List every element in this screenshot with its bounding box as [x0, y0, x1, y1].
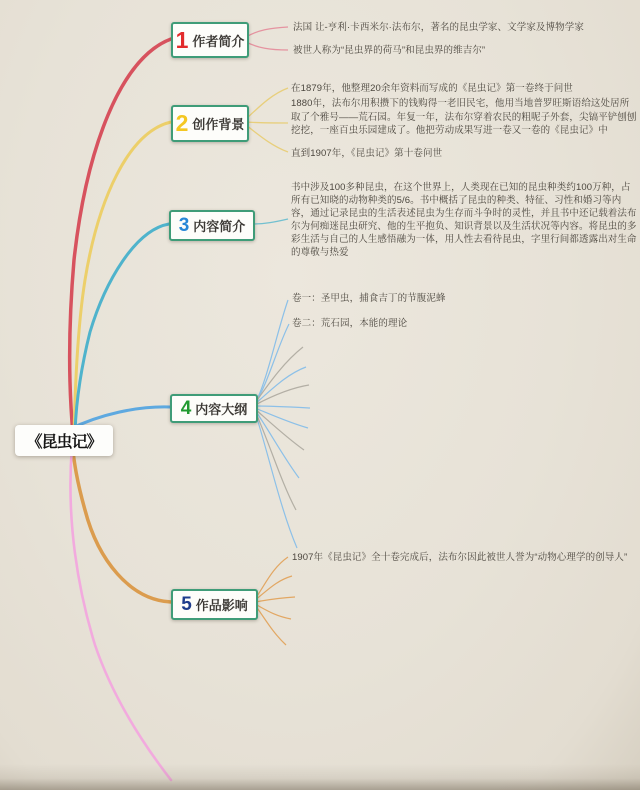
branch-label: 内容简介: [193, 219, 246, 234]
note-connector: [252, 219, 288, 224]
branch-line-1: [70, 39, 171, 434]
branch-line-5: [72, 444, 171, 602]
collapsed-branch-line[interactable]: [255, 411, 296, 510]
branch-node-work-influence[interactable]: [171, 589, 258, 620]
branch-number: 1: [175, 26, 189, 53]
collapsed-branch-line[interactable]: [255, 347, 303, 403]
note-text[interactable]: 1880年，法布尔用积攒下的钱购得一老旧民宅，他用当地普罗旺斯语给这处居所取了个雅号——荒石园。年复一年，法布尔穿着农民的粗呢子外套，尖镐平铲刨刨挖挖，一座百虫乐园建成了。他把劳动成果写进一卷又一卷的《昆虫记》中: [291, 98, 637, 136]
branch-node-content-outline[interactable]: [170, 394, 258, 423]
collapsed-branch-line[interactable]: [255, 597, 295, 602]
branch-node-creation-background[interactable]: [171, 105, 249, 142]
note-text[interactable]: 1907年《昆虫记》全十卷完成后，法布尔因此被世人誉为“动物心理学的创导人”: [292, 552, 628, 563]
branch-label: 内容大纲: [195, 402, 248, 417]
collapsed-branch-line[interactable]: [255, 576, 292, 600]
central-topic-node[interactable]: 《昆虫记》: [15, 425, 113, 456]
branch-number: 5: [181, 594, 192, 615]
note-connector: [255, 300, 288, 404]
note-connector: [255, 557, 288, 599]
collapsed-branch-line[interactable]: [255, 406, 310, 408]
branch-number: 2: [175, 110, 189, 136]
note-connector: [246, 122, 288, 123]
note-text[interactable]: 被世人称为“昆虫界的荷马”和昆虫界的维吉尔”: [293, 45, 486, 56]
note-connector: [246, 27, 288, 37]
branch-node-author-intro[interactable]: [171, 22, 249, 58]
note-connector: [246, 88, 288, 119]
branch-number: 3: [178, 215, 190, 236]
note-text[interactable]: 卷二：荒石园，本能的理论: [292, 318, 408, 329]
note-text[interactable]: 卷一：圣甲虫，捕食吉丁的节腹泥蜂: [292, 293, 446, 304]
collapsed-branch-line[interactable]: [255, 412, 297, 548]
branch-label: 作者简介: [192, 33, 245, 49]
branch-label: 创作背景: [192, 117, 245, 132]
collapsed-branch-line[interactable]: [255, 605, 286, 645]
note-text[interactable]: 在1879年，他整理20余年资料而写成的《昆虫记》第一卷终于问世: [291, 83, 573, 94]
collapsed-branch-line[interactable]: [255, 408, 308, 428]
note-text[interactable]: 直到1907年，《昆虫记》第十卷问世: [291, 148, 443, 159]
note-text[interactable]: 书中涉及100多种昆虫，在这个世界上，人类现在已知的昆虫种类约100万种，占所有已知晓的动物种类的5/6。书中概括了昆虫的种类、特征、习性和婚习等内容，通过记录昆虫的生活表述昆虫为生存而斗争时的灵性，并且书中还记载着法布尔为何痴迷昆虫研究、他的生平抱负、知识背景以及生活状况等内容。将昆虫的多彩生活与自己的人生感悟融为一体，用人性去看待昆虫，字里行间都透露出对生命的尊敬与热爱: [291, 182, 637, 258]
extra-branch-line: [70, 446, 171, 780]
note-connector: [246, 42, 288, 50]
branch-label: 作品影响: [195, 598, 248, 613]
note-text[interactable]: 法国 让-亨利·卡西米尔·法布尔，著名的昆虫学家、文学家及博物学家: [293, 22, 584, 33]
branch-number: 4: [180, 398, 192, 419]
collapsed-branch-line[interactable]: [255, 604, 291, 619]
note-connector: [246, 125, 288, 152]
branch-node-content-summary[interactable]: [169, 210, 255, 241]
